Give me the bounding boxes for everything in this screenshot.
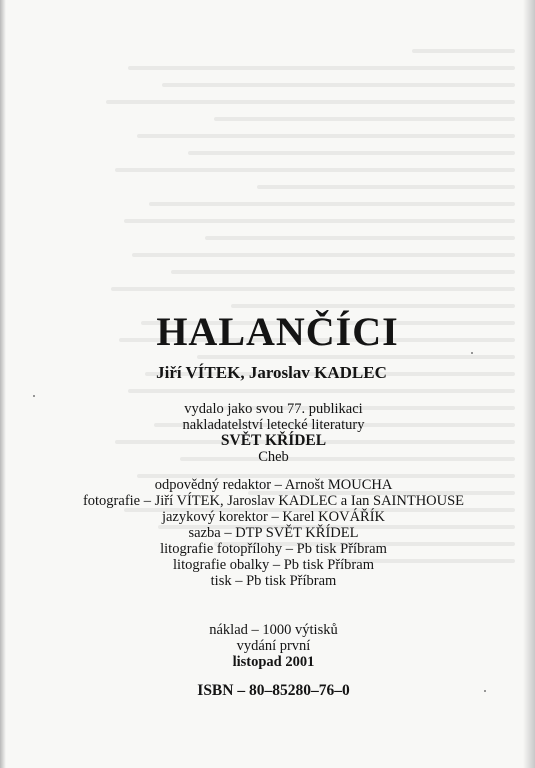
credit-line: litografie fotopřílohy – Pb tisk Příbram (160, 541, 387, 557)
book-authors: Jiří VÍTEK, Jaroslav KADLEC (156, 363, 387, 382)
paper-speck (471, 352, 473, 354)
book-title: HALANČÍCI (156, 309, 399, 354)
publisher-city: Cheb (258, 449, 289, 465)
print-date: listopad 2001 (232, 654, 315, 670)
credits-block (0, 477, 535, 589)
print-run-block (0, 622, 535, 670)
publisher-line: vydalo jako svou 77. publikaci (184, 401, 363, 417)
isbn-number: ISBN – 80–85280–76–0 (197, 682, 350, 699)
publisher-line: nakladatelství letecké literatury (182, 417, 365, 433)
print-copies: náklad – 1000 výtisků (209, 622, 338, 638)
credit-line: odpovědný redaktor – Arnošt MOUCHA (154, 477, 393, 493)
publisher-name: SVĚT KŘÍDEL (220, 432, 327, 449)
credit-line: litografie obalky – Pb tisk Příbram (173, 557, 374, 573)
publisher-block (0, 401, 535, 465)
paper-speck (484, 690, 486, 692)
credit-line: tisk – Pb tisk Příbram (210, 573, 337, 589)
credit-line: jazykový korektor – Karel KOVÁŘÍK (161, 509, 386, 525)
paper-speck (33, 395, 35, 397)
credit-line: sazba – DTP SVĚT KŘÍDEL (188, 525, 359, 541)
credit-line: fotografie – Jiří VÍTEK, Jaroslav KADLEC a Ian SAINTHOUSE (82, 493, 465, 509)
print-edition: vydání první (236, 638, 311, 654)
